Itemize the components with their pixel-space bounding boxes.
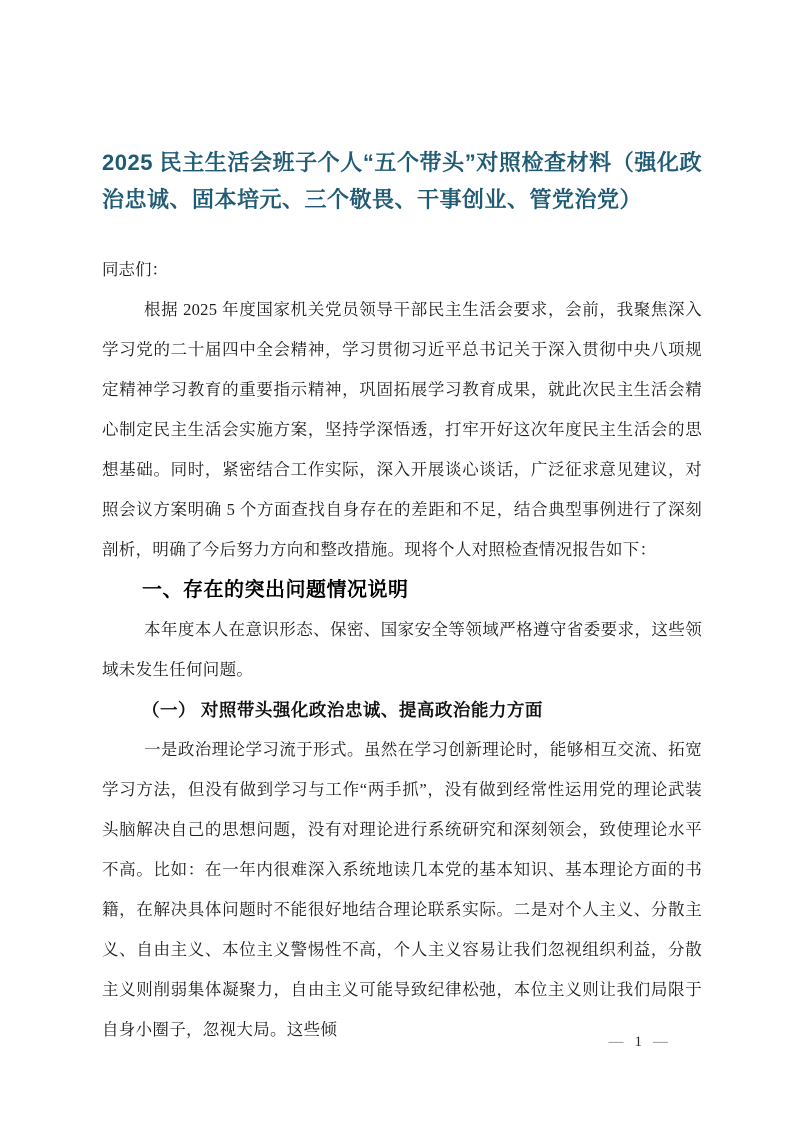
section-1-heading: 一、存在的突出问题情况说明 [142, 579, 409, 601]
subsection-1-heading: （一） 对照带头强化政治忠诚、提高政治能力方面 [142, 700, 543, 720]
footer-dash-right: — [653, 1034, 668, 1050]
page-footer [609, 1031, 669, 1053]
intro-paragraph: 根据 2025 年度国家机关党员领导干部民主生活会要求，会前，我聚焦深入学习党的二十届四中全会精神，学习贯彻习近平总书记关于深入贯彻中央八项规定精神学习教育的重要指示精神，巩固拓展学习教育成果，就此次民主生活会精心制定民主生活会实施方案，坚持学深悟透，打牢开好这次年度民主生活会的思想基础。同时，紧密结合工作实际，深入开展谈心谈话，广泛征求意见建议，对照会议方案明确 5 个方面查找自身存在的差距和不足，结合典型事例进行了深刻剖析，明确了今后努力方向和整改措施。现将个人对照检查情况报告如下： [102, 300, 702, 559]
page-number: 1 [634, 1034, 642, 1050]
subsection-1-body-paragraph: 一是政治理论学习流于形式。虽然在学习创新理论时，能够相互交流、拓宽学习方法，但没有做到学习与工作“两手抓”，没有做到经常性运用党的理论武装头脑解决自己的思想问题，没有对理论进行系统研究和深刻领会，致使理论水平不高。比如：在一年内很难深入系统地读几本党的基本知识、基本理论方面的书籍，在解决具体问题时不能很好地结合理论联系实际。二是对个人主义、分散主义、自由主义、本位主义警惕性不高，个人主义容易让我们忽视组织利益，分散主义则削弱集体凝聚力，自由主义可能导致纪律松弛，本位主义则让我们局限于自身小圈子，忽视大局。这些倾 [102, 740, 702, 1039]
footer-dash-left: — [608, 1034, 624, 1050]
salutation: 同志们： [102, 260, 168, 279]
section-1-intro-paragraph: 本年度本人在意识形态、保密、国家安全等领域严格遵守省委要求，这些领域未发生任何问题。 [102, 620, 702, 679]
document-content [102, 144, 702, 1050]
document-title: 2025 民主生活会班子个人“五个带头”对照检查材料（强化政治忠诚、固本培元、三个敬畏、干事创业、管党治党） [102, 150, 702, 212]
